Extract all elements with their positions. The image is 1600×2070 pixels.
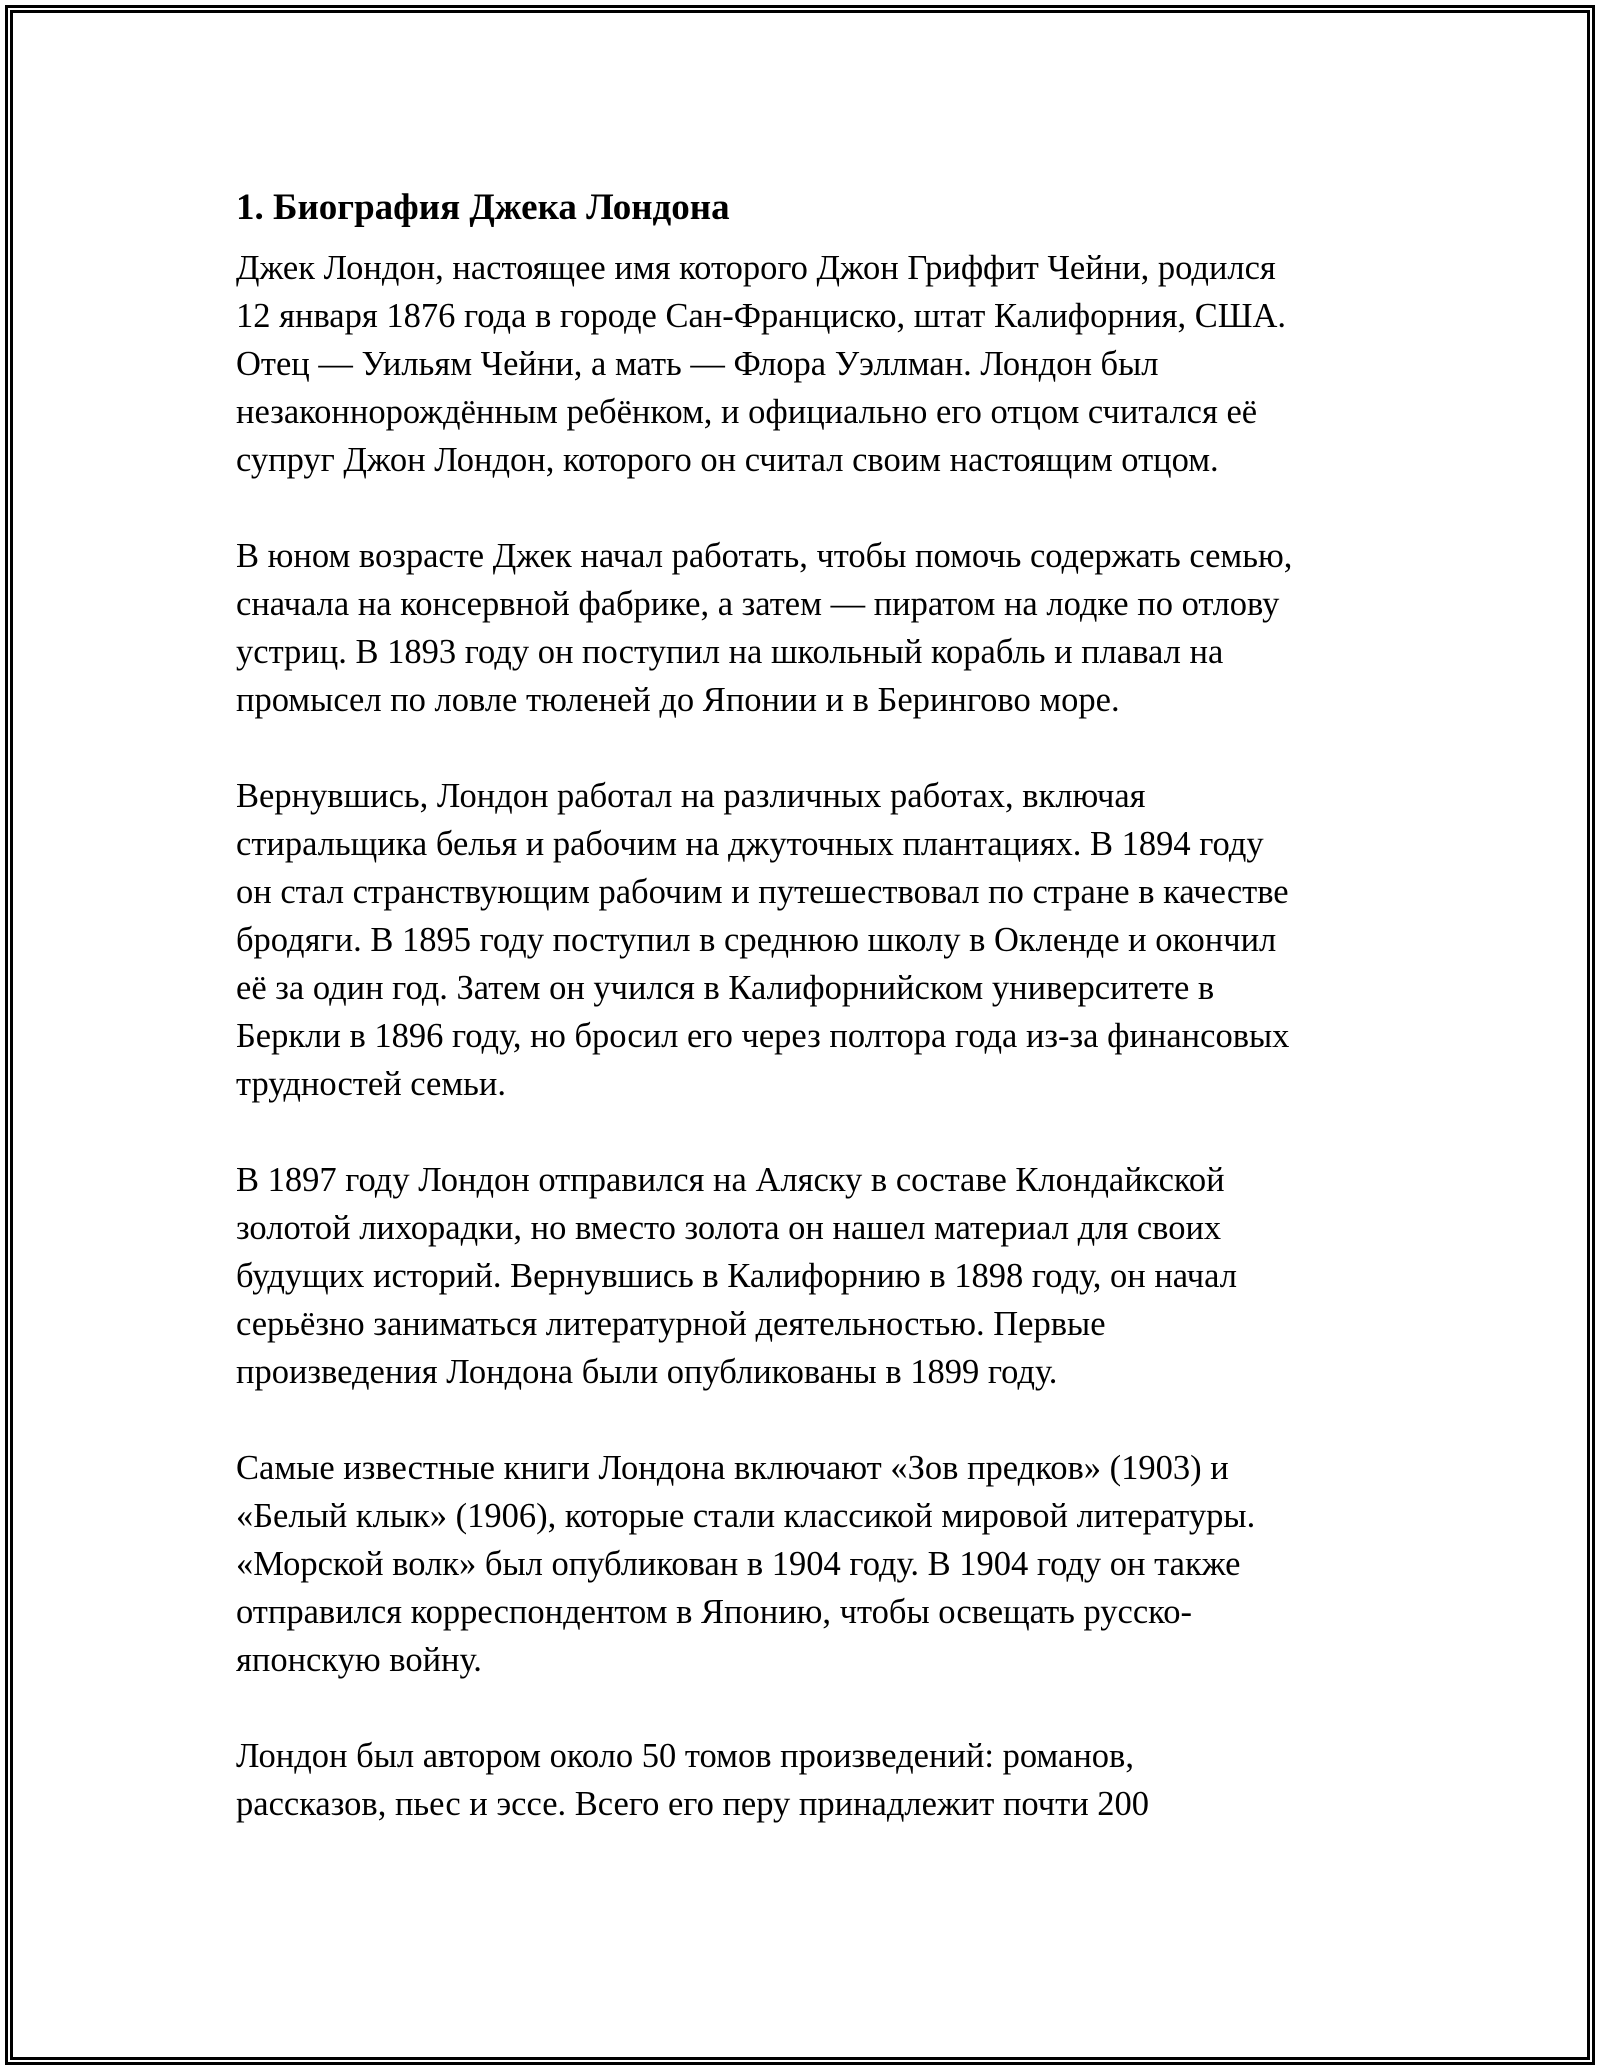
text-line: «Морской волк» был опубликован в 1904 году. В 1904 году он также xyxy=(236,1545,1241,1584)
text-line: Лондон был автором около 50 томов произведений: романов, xyxy=(236,1737,1134,1776)
text-line: Отец — Уильям Чейни, а мать — Флора Уэллман. Лондон был xyxy=(236,345,1159,384)
text-line: Вернувшись, Лондон работал на различных работах, включая xyxy=(236,777,1146,816)
text-line: серьёзно заниматься литературной деятельностью. Первые xyxy=(236,1305,1106,1344)
text-line: отправился корреспондентом в Японию, чтобы освещать русско- xyxy=(236,1593,1192,1632)
paragraph-birth xyxy=(236,244,1386,484)
text-line: Беркли в 1896 году, но бросил его через полтора года из-за финансовых xyxy=(236,1017,1290,1056)
text-line: рассказов, пьес и эссе. Всего его перу принадлежит почти 200 xyxy=(236,1785,1150,1824)
paragraph-works xyxy=(236,1732,1386,1828)
text-line: сначала на консервной фабрике, а затем — пиратом на лодке по отлову xyxy=(236,585,1280,624)
document-body xyxy=(236,186,1386,1876)
text-line: бродяги. В 1895 году поступил в среднюю школу в Окленде и окончил xyxy=(236,921,1277,960)
text-line: «Белый клык» (1906), которые стали классикой мировой литературы. xyxy=(236,1497,1256,1536)
text-line: произведения Лондона были опубликованы в 1899 году. xyxy=(236,1353,1058,1392)
text-line: промысел по ловле тюленей до Японии и в Берингово море. xyxy=(236,681,1120,720)
text-line: незаконнорождённым ребёнком, и официально его отцом считался её xyxy=(236,393,1258,432)
text-line: устриц. В 1893 году он поступил на школьный корабль и плавал на xyxy=(236,633,1224,672)
text-line: 12 января 1876 года в городе Сан-Франциско, штат Калифорния, США. xyxy=(236,297,1287,336)
text-line: В юном возрасте Джек начал работать, чтобы помочь содержать семью, xyxy=(236,537,1293,576)
text-line: Самые известные книги Лондона включают «Зов предков» (1903) и xyxy=(236,1449,1229,1488)
paragraph-famous-books xyxy=(236,1444,1386,1684)
text-line: японскую войну. xyxy=(236,1641,482,1680)
paragraph-education xyxy=(236,772,1386,1108)
text-line: её за один год. Затем он учился в Калифорнийском университете в xyxy=(236,969,1215,1008)
text-line: стиральщика белья и рабочим на джуточных плантациях. В 1894 году xyxy=(236,825,1264,864)
text-line: Джек Лондон, настоящее имя которого Джон Гриффит Чейни, родился xyxy=(236,249,1276,288)
text-line: золотой лихорадки, но вместо золота он нашел материал для своих xyxy=(236,1209,1222,1248)
paragraph-youth xyxy=(236,532,1386,724)
paragraph-klondike xyxy=(236,1156,1386,1396)
text-line: супруг Джон Лондон, которого он считал своим настоящим отцом. xyxy=(236,441,1219,480)
section-heading: 1. Биография Джека Лондона xyxy=(236,187,730,228)
text-line: трудностей семьи. xyxy=(236,1065,506,1104)
text-line: он стал странствующим рабочим и путешествовал по стране в качестве xyxy=(236,873,1289,912)
text-line: будущих историй. Вернувшись в Калифорнию в 1898 году, он начал xyxy=(236,1257,1237,1296)
text-line: В 1897 году Лондон отправился на Аляску в составе Клондайкской xyxy=(236,1161,1225,1200)
